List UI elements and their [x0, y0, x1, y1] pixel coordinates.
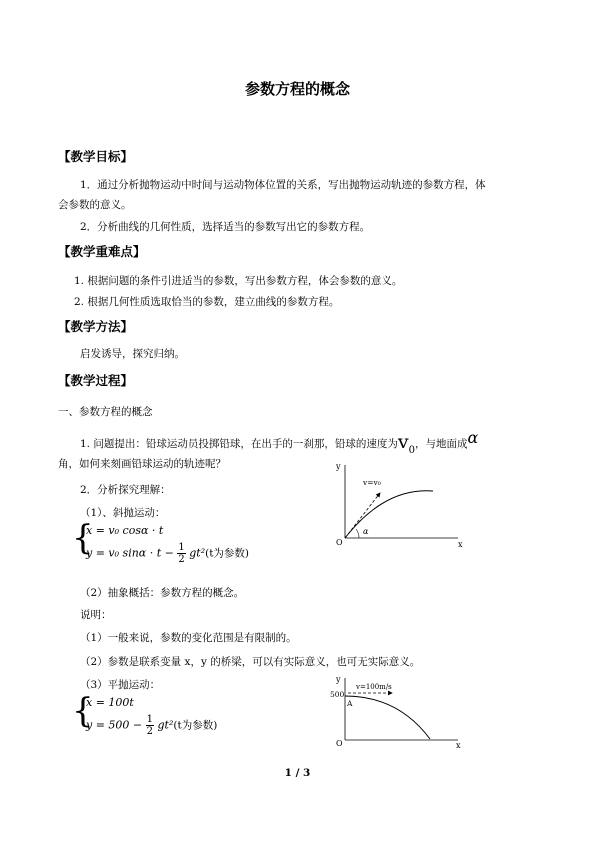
alpha-symbol: α: [467, 428, 479, 447]
angle-label: α: [363, 527, 369, 536]
flat-param-note: (t为参数): [173, 719, 218, 732]
x-axis-label: x: [458, 540, 463, 549]
v0-symbol: $v_0$: [397, 431, 415, 456]
flat-fraction: $\frac{1}{2}$: [146, 714, 154, 737]
goal-item-2: 2．分析曲线的几何性质，选择适当的参数写出它的参数方程。: [80, 221, 371, 233]
section-heading-process: 【教学过程】: [58, 373, 134, 388]
key-point-item-2: 2. 根据几何性质选取恰当的参数，建立曲线的参数方程。: [74, 296, 340, 308]
section-heading-goals: 【教学目标】: [58, 149, 134, 164]
question-line-2: 角，如何来刻画铅球运动的轨迹呢？: [58, 458, 226, 470]
oblique-equation-2: y = v₀ sinα · t − $\frac{1}{2}$ gt²(t为参数): [86, 542, 250, 565]
process-heading: 一、参数方程的概念: [58, 406, 153, 418]
height-label: 500: [330, 690, 345, 699]
oblique-brace: {: [72, 518, 94, 558]
question-line-1: [80, 430, 478, 455]
page-number: 1 / 3: [284, 767, 311, 779]
oblique-equation-1: x = v₀ cosα · t: [86, 524, 164, 537]
y-axis-label: y: [336, 462, 341, 471]
key-point-item-1: 1. 根据问题的条件引进适当的参数，写出参数方程，体会参数的意义。: [74, 275, 403, 287]
velocity-label: v=100m/s: [356, 683, 392, 691]
section-heading-methods: 【教学方法】: [58, 319, 134, 334]
goal-item-1-line-2: 会参数的意义。: [58, 199, 132, 211]
note-label: 说明：: [80, 609, 112, 621]
oblique-fraction: $\frac{1}{2}$: [178, 542, 185, 565]
note-1: （1）一般来说，参数的变化范围是有限制的。: [80, 632, 297, 644]
x-axis-label: x: [456, 741, 461, 750]
methods-text: 启发诱导，探究归纳。: [80, 348, 185, 360]
question-text-a: 1. 问题提出：铅球运动员投掷铅球，在出手的一刹那，铅球的速度为: [80, 438, 398, 450]
note-2: （2）参数是联系变量 x，y 的桥梁，可以有实际意义，也可无实际意义。: [80, 656, 421, 668]
section-heading-key-points: 【教学重难点】: [58, 244, 146, 259]
y-axis-label: y: [336, 675, 341, 684]
oblique-label: （1）、斜抛运动：: [80, 507, 166, 519]
horizontal-projectile-figure: [330, 672, 470, 752]
flat-equation-1: x = 100t: [86, 696, 134, 709]
oblique-projectile-figure: [330, 455, 470, 550]
abstract-line: （2）抽象概括：参数方程的概念。: [80, 587, 245, 599]
trajectory-curve: [345, 696, 430, 739]
page-title: 参数方程的概念: [244, 80, 350, 98]
velocity-label: v=v₀: [363, 478, 381, 487]
point-a-label: A: [347, 699, 353, 708]
flat-label: （3）平抛运动：: [80, 679, 161, 691]
goal-item-1-line-1: 1．通过分析抛物运动中时间与运动物体位置的关系，写出抛物运动轨迹的参数方程，体: [80, 179, 486, 191]
flat-equation-2: y = 500 − $\frac{1}{2}$ gt²(t为参数): [86, 714, 218, 737]
flat-brace: {: [72, 691, 94, 731]
oblique-param-note: (t为参数): [205, 547, 250, 560]
analysis-label: 2．分析探究理解：: [80, 484, 171, 496]
trajectory-curve: [345, 491, 433, 538]
question-text-b: ，与地面成: [414, 438, 468, 450]
origin-label: O: [336, 538, 343, 547]
origin-label: O: [336, 739, 343, 748]
angle-arc: [356, 529, 359, 538]
